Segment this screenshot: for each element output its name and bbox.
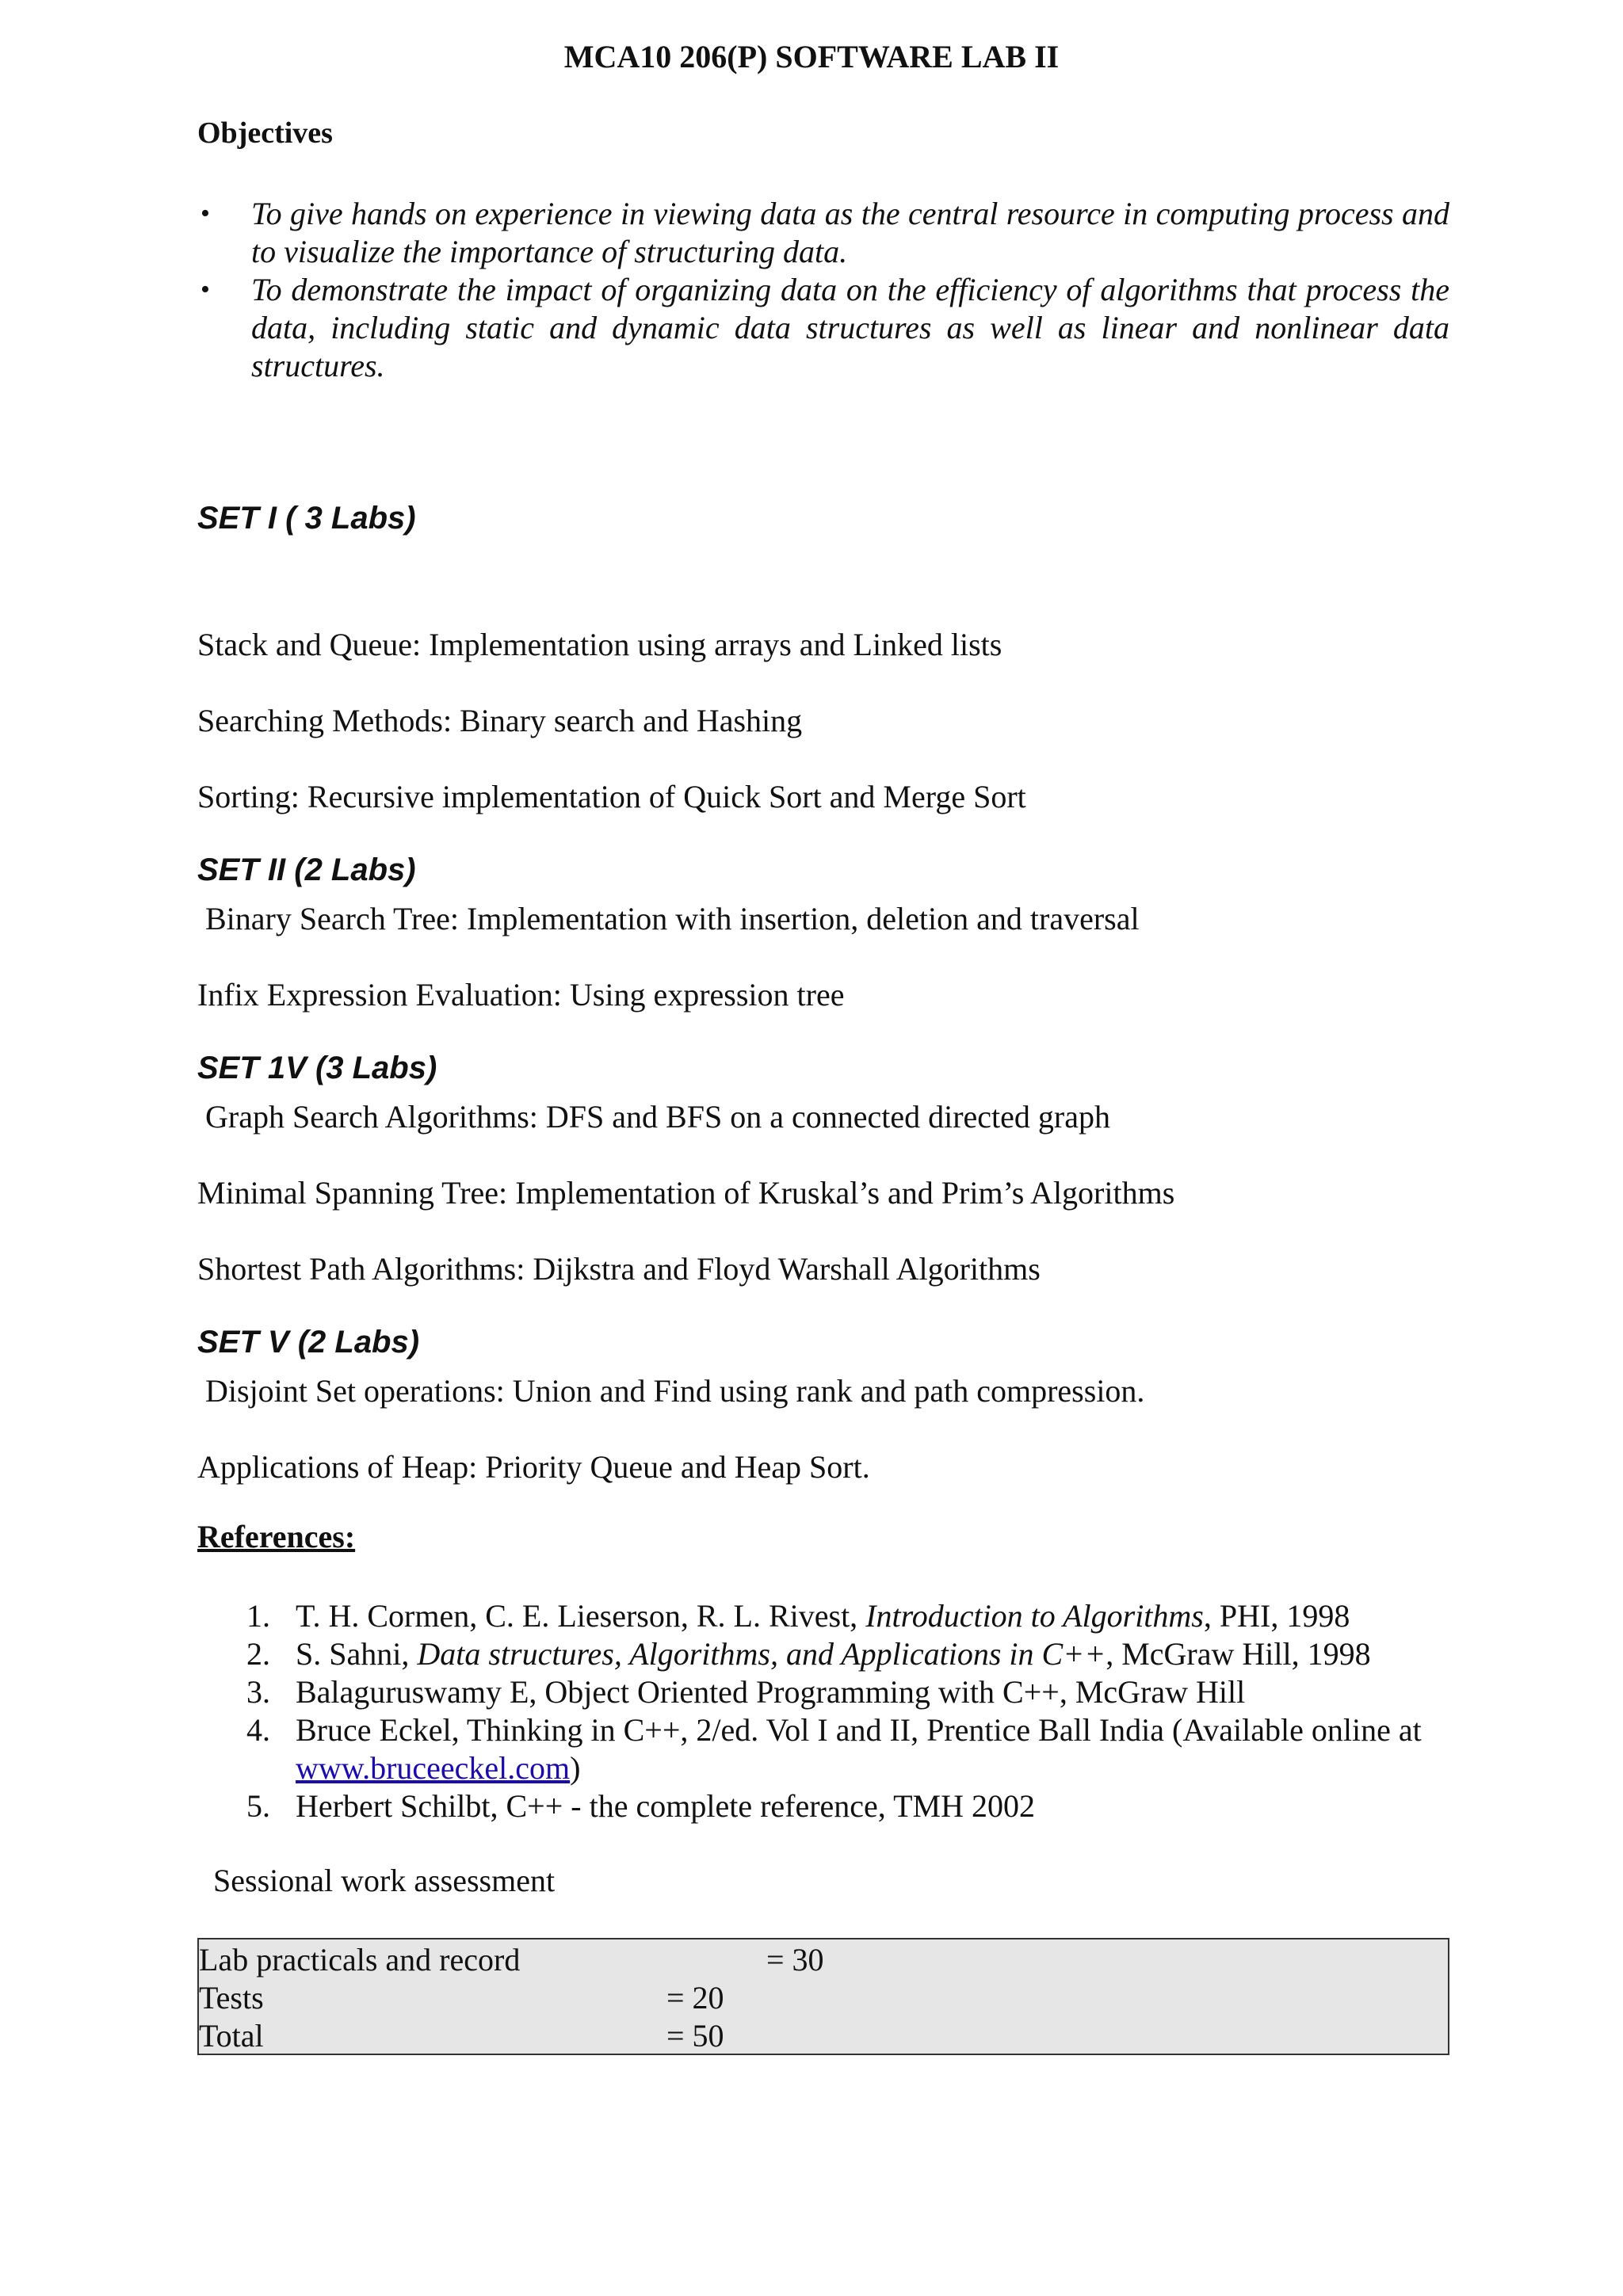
objective-text: To demonstrate the impact of organizing data on the efficiency of algorithms that process the data, including static and dynamic data structures as well as linear and nonlinear data structures. xyxy=(251,272,1449,383)
lab-item: Infix Expression Evaluation: Using expression tree xyxy=(197,977,845,1013)
reference-text: , PHI, 1998 xyxy=(1203,1598,1350,1634)
assessment-heading: Sessional work assessment xyxy=(213,1863,556,1898)
reference-text: ) xyxy=(570,1750,581,1786)
reference-text: Herbert Schilbt, C++ - the complete reference, TMH 2002 xyxy=(296,1788,1035,1824)
reference-number: 1. xyxy=(246,1598,270,1634)
page-title: MCA10 206(P) SOFTWARE LAB II xyxy=(563,39,1060,74)
set-1-heading: SET I ( 3 Labs) xyxy=(197,501,416,536)
lab-item: Searching Methods: Binary search and Hashing xyxy=(197,703,803,738)
objective-item xyxy=(197,195,1449,271)
reference-item xyxy=(197,1711,1481,1787)
assessment-label: Tests xyxy=(199,1980,264,2016)
reference-text: , McGraw Hill, 1998 xyxy=(1106,1636,1371,1672)
reference-title: Introduction to Algorithms xyxy=(865,1598,1204,1634)
set-5-heading: SET V (2 Labs) xyxy=(197,1325,420,1360)
reference-text: Bruce Eckel, Thinking in C++, 2/ed. Vol I and II, Prentice Ball India (Available online at xyxy=(296,1712,1422,1748)
objective-text: To give hands on experience in viewing data as the central resource in computing process and to visualize the importance of structuring data. xyxy=(251,196,1449,269)
reference-text: T. H. Cormen, C. E. Lieserson, R. L. Rivest, xyxy=(296,1598,866,1634)
bullet-icon: • xyxy=(200,275,210,304)
set-4-heading: SET 1V (3 Labs) xyxy=(197,1051,437,1085)
reference-number: 5. xyxy=(246,1788,270,1824)
assessment-value: = 20 xyxy=(666,1980,724,2016)
reference-text: Balaguruswamy E, Object Oriented Programming with C++, McGraw Hill xyxy=(296,1674,1246,1710)
references-heading: References: xyxy=(197,1519,356,1554)
lab-item: Binary Search Tree: Implementation with insertion, deletion and traversal xyxy=(205,901,1140,936)
reference-item xyxy=(197,1597,1481,1635)
reference-number: 4. xyxy=(246,1712,270,1748)
lab-item: Graph Search Algorithms: DFS and BFS on a connected directed graph xyxy=(205,1099,1110,1135)
objectives-list xyxy=(197,195,1449,385)
lab-item: Minimal Spanning Tree: Implementation of Kruskal’s and Prim’s Algorithms xyxy=(197,1175,1175,1211)
reference-number: 3. xyxy=(246,1674,270,1710)
lab-item: Sorting: Recursive implementation of Quick Sort and Merge Sort xyxy=(197,779,1026,814)
reference-text: S. Sahni, xyxy=(296,1636,418,1672)
assessment-label: Lab practicals and record xyxy=(199,1942,521,1978)
references-list xyxy=(197,1597,1481,1825)
bruceeckel-link[interactable]: www.bruceeckel.com xyxy=(296,1750,571,1786)
assessment-value: = 50 xyxy=(666,2018,724,2054)
assessment-table xyxy=(197,1938,1449,2055)
objective-item xyxy=(197,271,1449,385)
reference-item xyxy=(197,1635,1481,1673)
reference-item xyxy=(197,1787,1481,1825)
assessment-label: Total xyxy=(199,2018,264,2054)
reference-title: Data structures, Algorithms, and Applications in C++ xyxy=(417,1636,1106,1672)
lab-item: Shortest Path Algorithms: Dijkstra and Floyd Warshall Algorithms xyxy=(197,1251,1041,1287)
bullet-icon: • xyxy=(200,199,210,228)
reference-number: 2. xyxy=(246,1636,270,1672)
assessment-value: = 30 xyxy=(766,1942,824,1978)
objectives-heading: Objectives xyxy=(197,116,333,150)
set-2-heading: SET II (2 Labs) xyxy=(197,852,416,887)
lab-item: Stack and Queue: Implementation using arrays and Linked lists xyxy=(197,627,1002,662)
lab-item: Disjoint Set operations: Union and Find using rank and path compression. xyxy=(205,1373,1145,1409)
reference-item xyxy=(197,1673,1481,1711)
lab-item: Applications of Heap: Priority Queue and Heap Sort. xyxy=(197,1449,870,1485)
